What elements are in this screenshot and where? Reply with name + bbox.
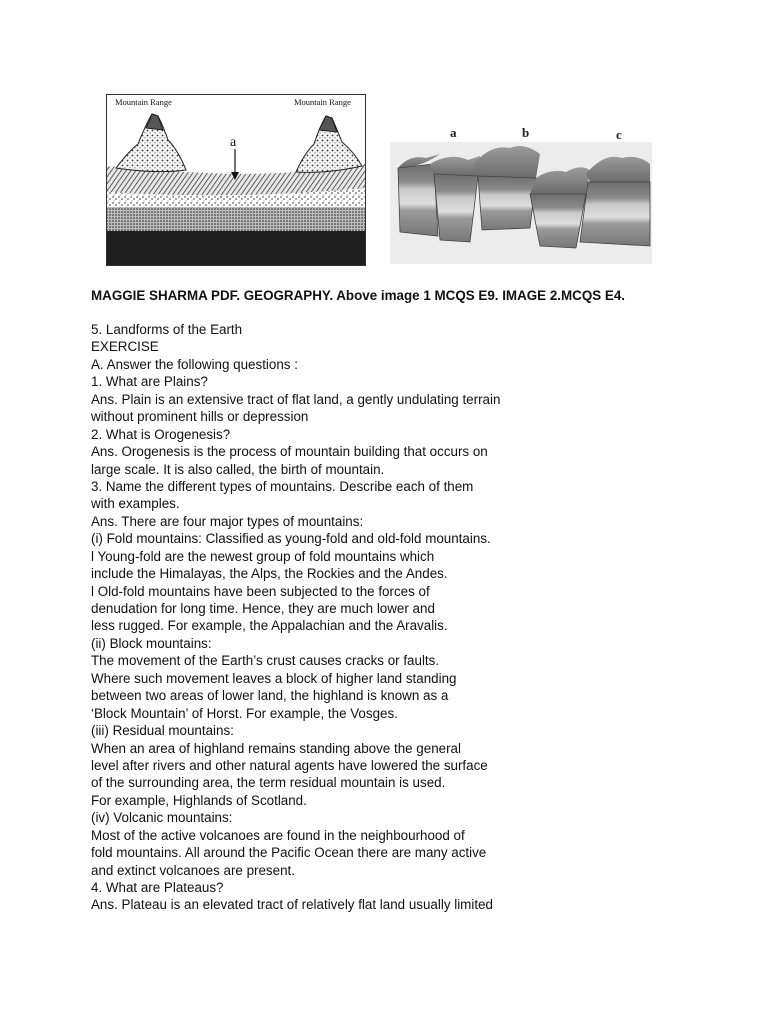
- text-line: without prominent hills or depression: [91, 409, 309, 425]
- block-mountain-diagram: [390, 124, 652, 264]
- text-line: Most of the active volcanoes are found in the neighbourhood of: [91, 827, 465, 843]
- text-line: l Young-fold are the newest group of fold mountains which: [91, 548, 435, 564]
- text-line: fold mountains. All around the Pacific Ocean there are many active: [91, 845, 487, 861]
- text-line: include the Himalayas, the Alps, the Rockies and the Andes.: [91, 566, 448, 582]
- document-heading: MAGGIE SHARMA PDF. GEOGRAPHY. Above image 1 MCQS E9. IMAGE 2.MCQS E4.: [91, 288, 625, 303]
- text-line: Where such movement leaves a block of higher land standing: [91, 670, 457, 686]
- text-line: (i) Fold mountains: Classified as young-fold and old-fold mountains.: [91, 531, 491, 547]
- text-line: Ans. Plain is an extensive tract of flat land, a gently undulating terrain: [91, 391, 501, 407]
- exercise-text: [91, 321, 731, 914]
- text-line: (iv) Volcanic mountains:: [91, 810, 233, 826]
- text-line: and extinct volcanoes are present.: [91, 862, 295, 878]
- residual-mountain-diagram: [106, 94, 366, 266]
- text-line: Ans. There are four major types of mountains:: [91, 513, 364, 529]
- text-line: 2. What is Orogenesis?: [91, 426, 231, 442]
- text-line: between two areas of lower land, the highland is known as a: [91, 688, 449, 704]
- text-line: of the surrounding area, the term residual mountain is used.: [91, 775, 446, 791]
- text-line: large scale. It is also called, the birth of mountain.: [91, 461, 385, 477]
- text-line: (ii) Block mountains:: [91, 635, 212, 651]
- text-line: Ans. Plateau is an elevated tract of relatively flat land usually limited: [91, 897, 493, 913]
- text-line: with examples.: [91, 496, 180, 512]
- text-line: EXERCISE: [91, 339, 159, 355]
- text-line: l Old-fold mountains have been subjected to the forces of: [91, 583, 430, 599]
- text-line: denudation for long time. Hence, they are much lower and: [91, 601, 435, 616]
- block-label-c: c: [616, 127, 622, 142]
- right-mountain-label: Mountain Range: [294, 97, 351, 107]
- text-line: When an area of highland remains standing above the general: [91, 740, 461, 756]
- left-mountain-label: Mountain Range: [115, 97, 172, 107]
- text-line: (iii) Residual mountains:: [91, 723, 234, 739]
- text-line: A. Answer the following questions :: [91, 356, 298, 372]
- text-line: Ans. Orogenesis is the process of mountain building that occurs on: [91, 444, 488, 460]
- text-line: less rugged. For example, the Appalachian and the Aravalis.: [91, 618, 448, 634]
- text-line: 5. Landforms of the Earth: [91, 322, 243, 337]
- marker-label-a: a: [230, 135, 237, 150]
- text-line: 3. Name the different types of mountains. Describe each of them: [91, 478, 474, 494]
- block-label-a: a: [450, 125, 457, 140]
- text-line: ‘Block Mountain’ of Horst. For example, the Vosges.: [91, 705, 398, 721]
- text-line: level after rivers and other natural agents have lowered the surface: [91, 757, 488, 773]
- block-label-b: b: [522, 125, 530, 140]
- text-line: 4. What are Plateaus?: [91, 880, 224, 895]
- text-line: For example, Highlands of Scotland.: [91, 792, 307, 808]
- text-line: 1. What are Plains?: [91, 374, 208, 390]
- text-line: The movement of the Earth’s crust causes cracks or faults.: [91, 653, 440, 669]
